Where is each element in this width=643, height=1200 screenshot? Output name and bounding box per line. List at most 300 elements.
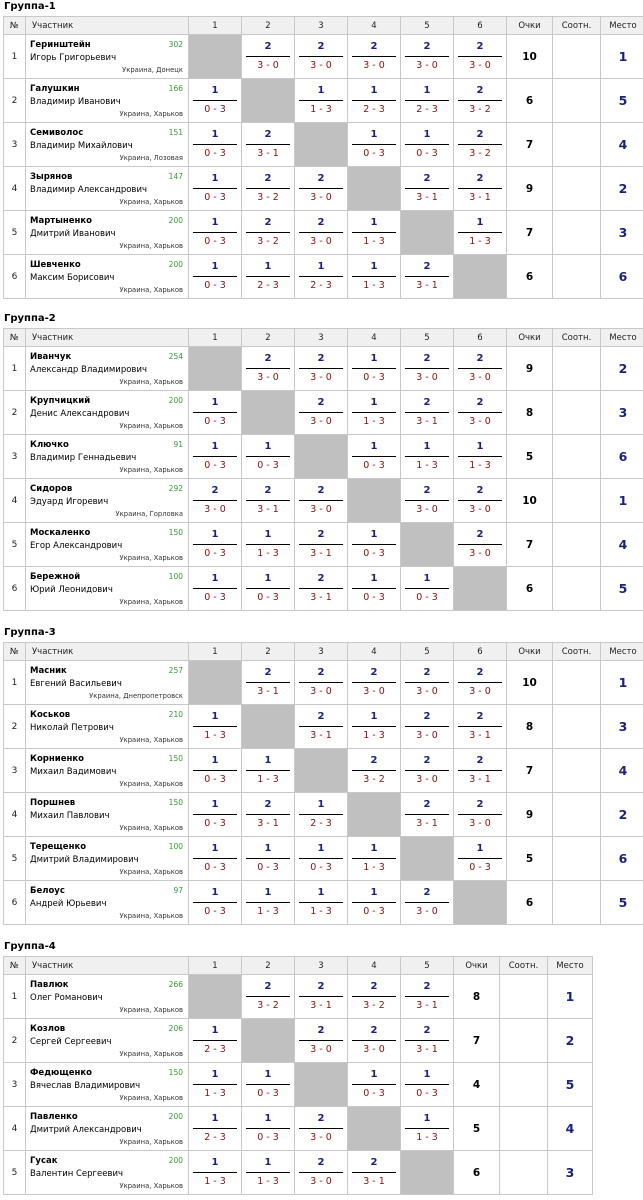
match-set-score: 1 - 3 bbox=[363, 862, 385, 873]
match-points: 1 bbox=[193, 216, 237, 233]
player-number: 1 bbox=[4, 347, 26, 391]
final-place: 1 bbox=[548, 975, 593, 1019]
header-participant: Участник bbox=[26, 643, 189, 661]
player-surname-link[interactable]: Козлов bbox=[30, 1024, 66, 1034]
match-points: 2 bbox=[246, 40, 290, 57]
match-score bbox=[246, 980, 290, 1013]
match-points: 2 bbox=[299, 980, 343, 997]
header-row bbox=[4, 957, 593, 975]
match-result-cell bbox=[348, 79, 401, 123]
player-surname-link[interactable]: Ключко bbox=[30, 440, 69, 450]
player-cell bbox=[26, 793, 189, 837]
match-points: 1 bbox=[352, 440, 396, 457]
player-full-name: Владимир Иванович bbox=[30, 97, 121, 107]
match-points: 1 bbox=[352, 352, 396, 369]
match-set-score: 3 - 0 bbox=[416, 504, 438, 515]
match-points: 1 bbox=[246, 842, 290, 859]
player-full-name: Вячеслав Владимирович bbox=[30, 1081, 141, 1091]
ratio-cell bbox=[553, 79, 601, 123]
match-points: 2 bbox=[193, 484, 237, 501]
match-result-cell bbox=[295, 1019, 348, 1063]
match-set-score: 3 - 1 bbox=[363, 1176, 385, 1187]
match-points: 1 bbox=[299, 84, 343, 101]
match-score bbox=[405, 40, 449, 73]
header-ratio: Соотн. bbox=[553, 17, 601, 35]
match-score bbox=[246, 528, 290, 561]
match-result-cell bbox=[295, 793, 348, 837]
match-result-cell bbox=[189, 749, 242, 793]
group-1 bbox=[3, 0, 643, 299]
match-result-cell bbox=[348, 661, 401, 705]
match-points: 1 bbox=[352, 260, 396, 277]
match-set-score: 3 - 0 bbox=[310, 60, 332, 71]
player-number: 4 bbox=[4, 793, 26, 837]
player-location: Украина, Харьков bbox=[119, 824, 183, 832]
header-num: № bbox=[4, 643, 26, 661]
match-result-cell bbox=[401, 167, 454, 211]
match-set-score: 2 - 3 bbox=[416, 104, 438, 115]
player-full-name: Николай Петрович bbox=[30, 723, 114, 733]
match-points: 2 bbox=[405, 260, 449, 277]
match-score bbox=[193, 754, 237, 787]
match-points: 2 bbox=[405, 484, 449, 501]
player-full-name: Михаил Павлович bbox=[30, 811, 110, 821]
match-set-score: 3 - 1 bbox=[310, 730, 332, 741]
ratio-cell bbox=[553, 881, 601, 925]
player-row bbox=[4, 79, 643, 123]
match-points: 1 bbox=[193, 572, 237, 589]
match-set-score: 0 - 3 bbox=[469, 862, 491, 873]
match-points: 1 bbox=[352, 842, 396, 859]
player-surname-link[interactable]: Федющенко bbox=[30, 1068, 92, 1078]
match-score bbox=[458, 710, 502, 743]
header-opponent-1: 1 bbox=[189, 643, 242, 661]
match-set-score: 3 - 0 bbox=[310, 1176, 332, 1187]
player-row bbox=[4, 1151, 593, 1195]
match-score bbox=[193, 172, 237, 205]
player-cell bbox=[26, 123, 189, 167]
match-result-cell bbox=[242, 749, 295, 793]
match-result-cell bbox=[295, 881, 348, 925]
self-match-cell bbox=[295, 749, 348, 793]
match-set-score: 0 - 3 bbox=[257, 1088, 279, 1099]
match-score bbox=[246, 440, 290, 473]
player-surname-link[interactable]: Иванчук bbox=[30, 352, 72, 362]
header-participant: Участник bbox=[26, 17, 189, 35]
match-points: 2 bbox=[246, 352, 290, 369]
player-rating: 91 bbox=[173, 440, 183, 449]
match-points: 2 bbox=[352, 1024, 396, 1041]
match-result-cell bbox=[401, 35, 454, 79]
match-points: 1 bbox=[193, 754, 237, 771]
final-place: 6 bbox=[601, 255, 643, 299]
header-place: Место bbox=[601, 17, 643, 35]
header-opponent-1: 1 bbox=[189, 957, 242, 975]
player-row bbox=[4, 523, 643, 567]
match-points: 1 bbox=[405, 1112, 449, 1129]
match-points: 2 bbox=[458, 40, 502, 57]
player-location: Украина, Харьков bbox=[119, 1094, 183, 1102]
match-result-cell bbox=[454, 167, 507, 211]
match-result-cell bbox=[189, 705, 242, 749]
player-rating: 97 bbox=[173, 886, 183, 895]
match-points: 2 bbox=[405, 710, 449, 727]
ratio-cell bbox=[553, 35, 601, 79]
match-set-score: 3 - 0 bbox=[363, 1044, 385, 1055]
match-set-score: 0 - 3 bbox=[204, 236, 226, 247]
match-score bbox=[405, 754, 449, 787]
match-set-score: 3 - 1 bbox=[469, 774, 491, 785]
player-cell bbox=[26, 749, 189, 793]
header-opponent-1: 1 bbox=[189, 329, 242, 347]
match-score bbox=[352, 216, 396, 249]
match-set-score: 0 - 3 bbox=[204, 548, 226, 559]
self-match-cell bbox=[189, 347, 242, 391]
player-location: Украина, Харьков bbox=[119, 286, 183, 294]
match-set-score: 1 - 3 bbox=[204, 730, 226, 741]
player-number: 1 bbox=[4, 35, 26, 79]
match-score bbox=[299, 216, 343, 249]
player-row bbox=[4, 1107, 593, 1151]
match-set-score: 0 - 3 bbox=[204, 592, 226, 603]
match-result-cell bbox=[401, 661, 454, 705]
player-surname-link[interactable]: Масник bbox=[30, 666, 67, 676]
total-points: 7 bbox=[507, 523, 553, 567]
match-result-cell bbox=[454, 391, 507, 435]
match-result-cell bbox=[348, 1151, 401, 1195]
player-rating: 147 bbox=[168, 172, 183, 181]
match-points: 2 bbox=[352, 980, 396, 997]
self-match-cell bbox=[295, 123, 348, 167]
match-result-cell bbox=[348, 837, 401, 881]
match-score bbox=[458, 128, 502, 161]
player-surname-link[interactable]: Семиволос bbox=[30, 128, 84, 138]
player-location: Украина, Харьков bbox=[119, 466, 183, 474]
match-result-cell bbox=[295, 391, 348, 435]
player-location: Украина, Харьков bbox=[119, 1182, 183, 1190]
match-set-score: 3 - 0 bbox=[469, 416, 491, 427]
player-surname-link[interactable]: Зырянов bbox=[30, 172, 73, 182]
player-cell bbox=[26, 567, 189, 611]
results-table bbox=[3, 328, 643, 611]
player-surname-link[interactable]: Крупчицкий bbox=[30, 396, 91, 406]
player-row bbox=[4, 435, 643, 479]
final-place: 4 bbox=[548, 1107, 593, 1151]
player-location: Украина, Харьков bbox=[119, 868, 183, 876]
match-points: 2 bbox=[458, 528, 502, 545]
match-score bbox=[246, 754, 290, 787]
player-full-name: Дмитрий Иванович bbox=[30, 229, 116, 239]
match-set-score: 2 - 3 bbox=[363, 104, 385, 115]
match-points: 2 bbox=[405, 352, 449, 369]
final-place: 2 bbox=[601, 347, 643, 391]
header-place: Место bbox=[601, 329, 643, 347]
player-surname-link[interactable]: Терещенко bbox=[30, 842, 87, 852]
match-score bbox=[405, 128, 449, 161]
player-surname-link[interactable]: Галушкин bbox=[30, 84, 80, 94]
player-surname-link[interactable]: Бережной bbox=[30, 572, 81, 582]
player-surname-link[interactable]: Шевченко bbox=[30, 260, 81, 270]
match-score bbox=[193, 1068, 237, 1101]
header-num: № bbox=[4, 329, 26, 347]
final-place: 4 bbox=[601, 523, 643, 567]
match-score bbox=[299, 40, 343, 73]
player-surname-link[interactable]: Павленко bbox=[30, 1112, 78, 1122]
player-surname-link[interactable]: Сидоров bbox=[30, 484, 73, 494]
match-set-score: 3 - 0 bbox=[416, 730, 438, 741]
match-score bbox=[405, 172, 449, 205]
match-points: 1 bbox=[193, 440, 237, 457]
match-result-cell bbox=[454, 347, 507, 391]
group-4 bbox=[3, 940, 593, 1195]
match-points: 2 bbox=[458, 172, 502, 189]
match-score bbox=[299, 84, 343, 117]
match-set-score: 3 - 0 bbox=[363, 686, 385, 697]
match-set-score: 3 - 1 bbox=[310, 592, 332, 603]
player-full-name: Эдуард Игоревич bbox=[30, 497, 109, 507]
player-rating: 150 bbox=[168, 798, 183, 807]
match-points: 1 bbox=[299, 842, 343, 859]
player-location: Украина, Харьков bbox=[119, 554, 183, 562]
ratio-cell bbox=[553, 391, 601, 435]
player-rating: 200 bbox=[168, 396, 183, 405]
match-set-score: 1 - 3 bbox=[310, 104, 332, 115]
match-points: 1 bbox=[405, 84, 449, 101]
match-points: 1 bbox=[246, 886, 290, 903]
player-number: 3 bbox=[4, 1063, 26, 1107]
match-set-score: 3 - 0 bbox=[257, 60, 279, 71]
match-points: 2 bbox=[299, 666, 343, 683]
match-points: 1 bbox=[405, 128, 449, 145]
match-set-score: 3 - 2 bbox=[257, 192, 279, 203]
match-score bbox=[405, 484, 449, 517]
match-score bbox=[193, 128, 237, 161]
match-points: 1 bbox=[458, 440, 502, 457]
header-num: № bbox=[4, 17, 26, 35]
match-score bbox=[299, 710, 343, 743]
match-score bbox=[352, 84, 396, 117]
match-points: 2 bbox=[299, 710, 343, 727]
match-result-cell bbox=[401, 1063, 454, 1107]
ratio-cell bbox=[500, 1107, 548, 1151]
match-set-score: 3 - 2 bbox=[363, 1000, 385, 1011]
match-result-cell bbox=[189, 881, 242, 925]
header-opponent-3: 3 bbox=[295, 957, 348, 975]
player-number: 2 bbox=[4, 79, 26, 123]
match-set-score: 3 - 0 bbox=[469, 60, 491, 71]
player-full-name: Владимир Геннадьевич bbox=[30, 453, 137, 463]
match-points: 1 bbox=[193, 396, 237, 413]
match-set-score: 3 - 0 bbox=[469, 818, 491, 829]
header-ratio: Соотн. bbox=[553, 643, 601, 661]
match-points: 1 bbox=[246, 440, 290, 457]
match-result-cell bbox=[454, 479, 507, 523]
match-result-cell bbox=[401, 881, 454, 925]
final-place: 1 bbox=[601, 479, 643, 523]
match-result-cell bbox=[348, 391, 401, 435]
match-result-cell bbox=[348, 347, 401, 391]
results-table bbox=[3, 16, 643, 299]
player-rating: 200 bbox=[168, 260, 183, 269]
player-number: 5 bbox=[4, 523, 26, 567]
player-rating: 150 bbox=[168, 1068, 183, 1077]
ratio-cell bbox=[553, 793, 601, 837]
player-number: 2 bbox=[4, 391, 26, 435]
self-match-cell bbox=[348, 1107, 401, 1151]
match-set-score: 3 - 1 bbox=[257, 504, 279, 515]
match-score bbox=[458, 842, 502, 875]
match-result-cell bbox=[401, 435, 454, 479]
match-score bbox=[246, 1156, 290, 1189]
self-match-cell bbox=[348, 167, 401, 211]
match-result-cell bbox=[189, 479, 242, 523]
player-rating: 100 bbox=[168, 842, 183, 851]
match-score bbox=[299, 886, 343, 919]
match-score bbox=[299, 980, 343, 1013]
final-place: 6 bbox=[601, 435, 643, 479]
match-result-cell bbox=[189, 255, 242, 299]
match-set-score: 0 - 3 bbox=[363, 1088, 385, 1099]
match-score bbox=[458, 84, 502, 117]
player-cell bbox=[26, 1019, 189, 1063]
match-set-score: 2 - 3 bbox=[204, 1044, 226, 1055]
match-score bbox=[352, 980, 396, 1013]
match-points: 2 bbox=[299, 40, 343, 57]
match-set-score: 3 - 0 bbox=[469, 548, 491, 559]
match-score bbox=[299, 1156, 343, 1189]
match-set-score: 3 - 1 bbox=[310, 548, 332, 559]
match-set-score: 3 - 0 bbox=[310, 686, 332, 697]
player-rating: 266 bbox=[168, 980, 183, 989]
match-score bbox=[246, 798, 290, 831]
total-points: 6 bbox=[507, 881, 553, 925]
match-score bbox=[405, 1024, 449, 1057]
match-set-score: 3 - 2 bbox=[363, 774, 385, 785]
player-cell bbox=[26, 1107, 189, 1151]
match-score bbox=[246, 572, 290, 605]
player-rating: 200 bbox=[168, 1112, 183, 1121]
player-row bbox=[4, 793, 643, 837]
player-full-name: Владимир Михайлович bbox=[30, 141, 133, 151]
player-row bbox=[4, 1019, 593, 1063]
match-score bbox=[299, 666, 343, 699]
match-set-score: 3 - 0 bbox=[310, 372, 332, 383]
match-result-cell bbox=[242, 523, 295, 567]
match-set-score: 1 - 3 bbox=[257, 1176, 279, 1187]
match-result-cell bbox=[454, 523, 507, 567]
match-set-score: 1 - 3 bbox=[363, 730, 385, 741]
header-opponent-2: 2 bbox=[242, 17, 295, 35]
player-row bbox=[4, 705, 643, 749]
match-set-score: 3 - 0 bbox=[310, 236, 332, 247]
match-points: 1 bbox=[193, 798, 237, 815]
ratio-cell bbox=[553, 347, 601, 391]
player-rating: 210 bbox=[168, 710, 183, 719]
match-points: 2 bbox=[458, 396, 502, 413]
match-result-cell bbox=[242, 255, 295, 299]
match-points: 2 bbox=[352, 666, 396, 683]
match-result-cell bbox=[401, 391, 454, 435]
match-score bbox=[458, 396, 502, 429]
match-points: 1 bbox=[246, 528, 290, 545]
match-set-score: 0 - 3 bbox=[204, 818, 226, 829]
player-number: 1 bbox=[4, 661, 26, 705]
final-place: 5 bbox=[548, 1063, 593, 1107]
player-location: Украина, Донецк bbox=[122, 66, 183, 74]
match-set-score: 3 - 1 bbox=[416, 280, 438, 291]
match-set-score: 0 - 3 bbox=[363, 592, 385, 603]
match-points: 1 bbox=[193, 128, 237, 145]
player-cell bbox=[26, 837, 189, 881]
match-set-score: 3 - 2 bbox=[257, 236, 279, 247]
match-result-cell bbox=[189, 123, 242, 167]
header-opponent-6: 6 bbox=[454, 329, 507, 347]
match-set-score: 0 - 3 bbox=[257, 1132, 279, 1143]
match-points: 1 bbox=[352, 128, 396, 145]
player-number: 6 bbox=[4, 567, 26, 611]
match-points: 2 bbox=[352, 1156, 396, 1173]
self-match-cell bbox=[454, 881, 507, 925]
total-points: 9 bbox=[507, 793, 553, 837]
match-score bbox=[193, 842, 237, 875]
match-set-score: 3 - 1 bbox=[416, 818, 438, 829]
player-full-name: Егор Александрович bbox=[30, 541, 123, 551]
group-title: Группа-4 bbox=[4, 941, 56, 952]
match-set-score: 3 - 0 bbox=[310, 1132, 332, 1143]
player-surname-link[interactable]: Гусак bbox=[30, 1156, 58, 1166]
match-set-score: 3 - 0 bbox=[416, 372, 438, 383]
match-result-cell bbox=[295, 79, 348, 123]
player-surname-link[interactable]: Мартыненко bbox=[30, 216, 93, 226]
match-score bbox=[299, 572, 343, 605]
match-score bbox=[193, 484, 237, 517]
match-score bbox=[405, 798, 449, 831]
header-opponent-4: 4 bbox=[348, 643, 401, 661]
player-full-name: Сергей Сергеевич bbox=[30, 1037, 112, 1047]
player-surname-link[interactable]: Корниенко bbox=[30, 754, 84, 764]
match-result-cell bbox=[348, 35, 401, 79]
match-set-score: 3 - 0 bbox=[310, 416, 332, 427]
match-score bbox=[193, 528, 237, 561]
match-score bbox=[405, 396, 449, 429]
match-result-cell bbox=[348, 1063, 401, 1107]
match-set-score: 3 - 0 bbox=[310, 192, 332, 203]
match-points: 2 bbox=[299, 1024, 343, 1041]
group-3 bbox=[3, 626, 643, 925]
match-points: 2 bbox=[458, 798, 502, 815]
player-surname-link[interactable]: Белоус bbox=[30, 886, 65, 896]
player-surname-link[interactable]: Павлюк bbox=[30, 980, 69, 990]
match-result-cell bbox=[189, 211, 242, 255]
player-surname-link[interactable]: Геринштейн bbox=[30, 40, 91, 50]
match-score bbox=[352, 128, 396, 161]
total-points: 10 bbox=[507, 661, 553, 705]
player-surname-link[interactable]: Коськов bbox=[30, 710, 71, 720]
ratio-cell bbox=[500, 1063, 548, 1107]
group-title: Группа-2 bbox=[4, 313, 56, 324]
match-set-score: 0 - 3 bbox=[204, 416, 226, 427]
header-row bbox=[4, 643, 643, 661]
self-match-cell bbox=[295, 435, 348, 479]
player-full-name: Дмитрий Александрович bbox=[30, 1125, 142, 1135]
player-surname-link[interactable]: Поршнев bbox=[30, 798, 76, 808]
player-surname-link[interactable]: Москаленко bbox=[30, 528, 91, 538]
match-set-score: 3 - 0 bbox=[416, 60, 438, 71]
match-score bbox=[458, 666, 502, 699]
player-full-name: Евгений Васильевич bbox=[30, 679, 122, 689]
ratio-cell bbox=[553, 167, 601, 211]
player-full-name: Владимир Александрович bbox=[30, 185, 147, 195]
